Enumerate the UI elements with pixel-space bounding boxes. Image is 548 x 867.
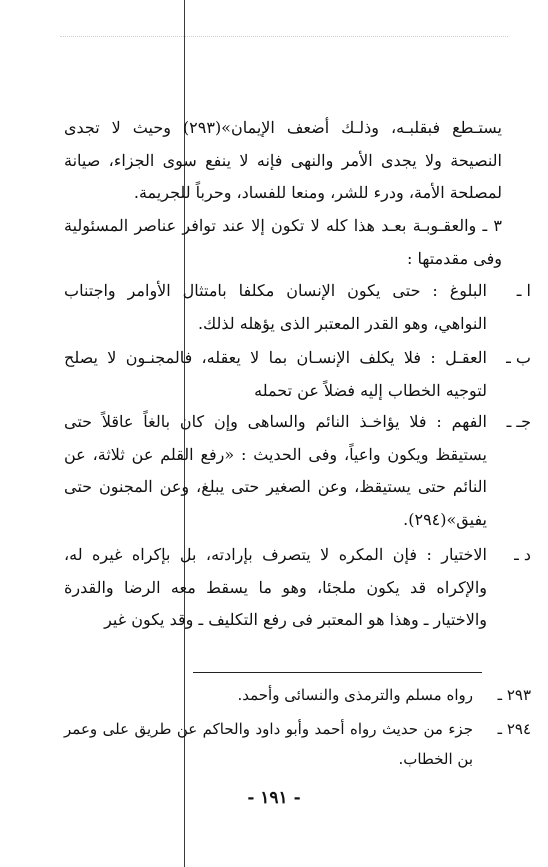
footnote-number: ٢٩٣ ـ xyxy=(497,686,531,704)
footnote-number: ٢٩٤ ـ xyxy=(497,720,531,738)
paragraph-third-point: ٣ ـ والعقـوبـة بعـد هذا كله لا تكون إلا عند توافر عناصر المسئولية وفى مقدمتها : xyxy=(64,216,502,268)
list-item-text: الفهم : فلا يؤاخـذ النائم والساهى وإن كان بالغاً عاقلاً حتى يستيقظ ويكون واعياً، وفى الحديث : «رفع القلم عن ثلاثة، عن النائم حتى يستيقظ، وعن الصغير حتى يبلغ، وعن المجنون حتى يفيق»(٢٩٤). xyxy=(64,412,487,529)
page-number: - ١٩١ - xyxy=(247,788,301,808)
list-marker: ا ـ xyxy=(516,281,531,300)
footnote-text: جزء من حديث رواه أحمد وأبو داود والحاكم عن طريق على وعمر بن الخطاب. xyxy=(64,720,473,768)
list-item-understanding xyxy=(64,406,531,536)
list-item-text: العقـل : فلا يكلف الإنسـان بما لا يعقله، فالمجنـون لا يصلح لتوجيه الخطاب إليه فضلاً عن تحمله xyxy=(64,348,487,400)
footnote-293 xyxy=(64,680,531,710)
list-item-text: البلوغ : حتى يكون الإنسان مكلفا بامتثال الأوامر واجتناب النواهي، وهو القدر المعتبر الذى يؤهله لذلك. xyxy=(64,281,487,333)
footnote-294 xyxy=(64,714,531,774)
list-item-reason xyxy=(64,342,531,407)
list-marker: جـ ـ xyxy=(506,412,531,431)
list-item-choice xyxy=(64,539,531,637)
scan-dot-border xyxy=(60,36,508,47)
paragraph-intro: يستـطع فبقلبـه، وذلـك أضعف الإيمان»(٢٩٣) وحيث لا تجدى النصيحة ولا يجدى الأمر والنهى فإنه لا ينفع سوى الجزاء، صيانة لمصلحة الأمة، ودرء للشر، ومنعا للفساد، وحرباً للجريمة. xyxy=(64,118,502,202)
footnote-separator xyxy=(193,672,482,673)
list-item-text: الاختيار : فإن المكره لا يتصرف بإرادته، بل بإكراه غيره له، والإكراه قد يكون ملجئا، وهو ما يسقط معه الرضا والقدرة والاختيار ـ وهذا هو المعتبر فى رفع التكليف ـ وقد يكون غير xyxy=(64,545,487,629)
footnote-text: رواه مسلم والترمذى والنسائى وأحمد. xyxy=(237,686,473,704)
list-marker: ب ـ xyxy=(506,348,531,367)
list-marker: د ـ xyxy=(514,545,531,564)
list-item-puberty xyxy=(64,275,531,340)
